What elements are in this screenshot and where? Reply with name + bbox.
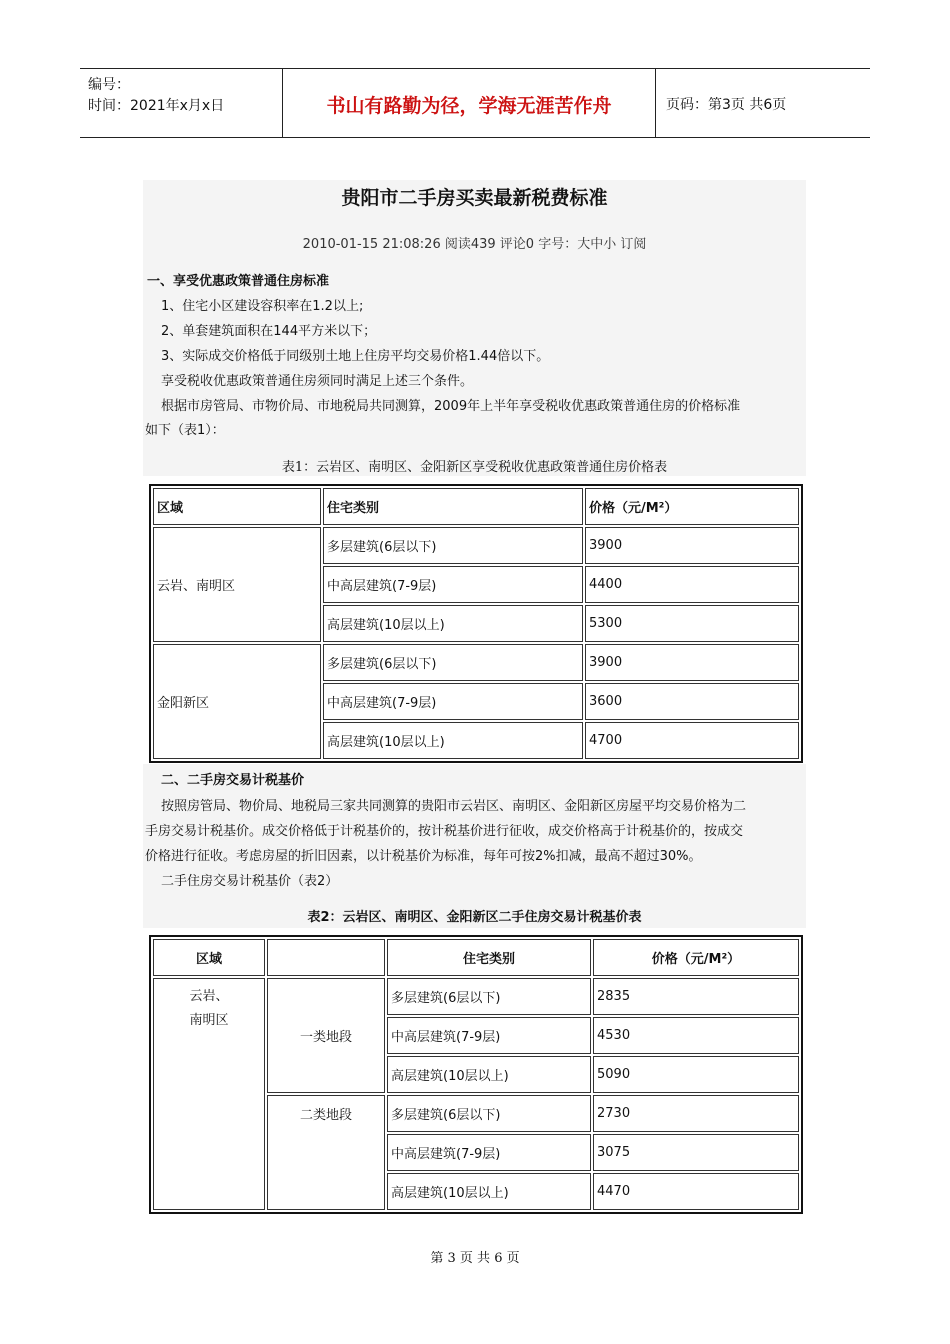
table-header-cell: 价格（元/M²）: [585, 488, 799, 525]
price-cell: 3600: [585, 683, 799, 720]
table-header-cell: 价格（元/M²）: [593, 939, 799, 976]
type-cell: 高层建筑(10层以上): [323, 722, 583, 759]
type-cell: 高层建筑(10层以上): [387, 1173, 591, 1210]
type-cell: 多层建筑(6层以下): [387, 1095, 591, 1132]
price-cell: 4700: [585, 722, 799, 759]
price-cell: 2730: [593, 1095, 799, 1132]
type-cell: 中高层建筑(7-9层): [323, 566, 583, 603]
number-label: 编号：: [88, 77, 130, 93]
type-cell: 多层建筑(6层以下): [323, 527, 583, 564]
table-header-cell: 区域: [153, 488, 321, 525]
region-cell: 金阳新区: [153, 644, 321, 759]
price-cell: 4470: [593, 1173, 799, 1210]
type-cell: 高层建筑(10层以上): [387, 1056, 591, 1093]
section2-note: 二手住房交易计税基价（表2）: [161, 874, 339, 889]
date-label: 时间：2021年x月x日: [88, 98, 225, 114]
region-cell: 云岩、南明区: [153, 527, 321, 642]
table1: [149, 484, 803, 763]
table-header-cell: 住宅类别: [323, 488, 583, 525]
price-cell: 5090: [593, 1056, 799, 1093]
price-cell: 2835: [593, 978, 799, 1015]
section1-item: 3、实际成交价格低于同级别土地上住房平均交易价格1.44倍以下。: [161, 349, 550, 364]
page-footer: 第 3 页 共 6 页: [430, 1251, 520, 1266]
lot-cell: 二类地段: [267, 1095, 385, 1210]
section1-heading: 一、享受优惠政策普通住房标准: [147, 274, 330, 289]
region-cell: [153, 978, 265, 1210]
table-row: [153, 527, 799, 564]
type-cell: 多层建筑(6层以下): [323, 644, 583, 681]
type-cell: 高层建筑(10层以上): [323, 605, 583, 642]
motto: 书山有路勤为径，学海无涯苦作舟: [326, 95, 612, 117]
table-header-cell: 区域: [153, 939, 265, 976]
header-divider: [655, 69, 656, 137]
section1-paragraph: 如下（表1）：: [145, 423, 225, 438]
type-cell: 中高层建筑(7-9层): [323, 683, 583, 720]
section1-paragraph: 根据市房管局、市物价局、市地税局共同测算，2009年上半年享受税收优惠政策普通住房的价格标准: [161, 399, 741, 414]
region-line: 云岩、: [189, 989, 229, 1004]
table2-caption: 表2：云岩区、南明区、金阳新区二手住房交易计税基价表: [307, 910, 642, 925]
table1-caption: 表1：云岩区、南明区、金阳新区享受税收优惠政策普通住房价格表: [281, 460, 668, 475]
section2-paragraph: 按照房管局、物价局、地税局三家共同测算的贵阳市云岩区、南明区、金阳新区房屋平均交易价格为二: [161, 799, 747, 814]
page-header: [80, 68, 870, 138]
table2: [149, 935, 803, 1214]
lot-cell: 一类地段: [267, 978, 385, 1093]
article-title: 贵阳市二手房买卖最新税费标准: [341, 187, 608, 209]
section1-note: 享受税收优惠政策普通住房须同时满足上述三个条件。: [161, 374, 474, 389]
price-cell: 3900: [585, 644, 799, 681]
price-cell: 3075: [593, 1134, 799, 1171]
table-header-cell: 住宅类别: [387, 939, 591, 976]
section1-item: 2、单套建筑面积在144平方米以下；: [161, 324, 377, 339]
page-info: 页码：第3页 共6页: [666, 97, 787, 113]
table-header-cell: [267, 939, 385, 976]
type-cell: 中高层建筑(7-9层): [387, 1134, 591, 1171]
type-cell: 多层建筑(6层以下): [387, 978, 591, 1015]
price-cell: 3900: [585, 527, 799, 564]
price-cell: 4530: [593, 1017, 799, 1054]
section2-heading: 二、二手房交易计税基价: [161, 773, 305, 788]
table-header-row: [153, 939, 799, 976]
section2-paragraph: 手房交易计税基价。成交价格低于计税基价的，按计税基价进行征收，成交价格高于计税基价的，按成交: [145, 824, 744, 839]
header-left: [88, 75, 224, 117]
section2-paragraph: 价格进行征收。考虑房屋的折旧因素，以计税基价为标准，每年可按2%扣减，最高不超过30%。: [145, 849, 702, 864]
price-cell: 4400: [585, 566, 799, 603]
type-cell: 中高层建筑(7-9层): [387, 1017, 591, 1054]
price-cell: 5300: [585, 605, 799, 642]
section1-item: 1、住宅小区建设容积率在1.2以上;: [161, 299, 364, 314]
table-row: [153, 978, 799, 1015]
table-header-row: [153, 488, 799, 525]
table-row: [153, 644, 799, 681]
article-meta: 2010-01-15 21:08:26 阅读439 评论0 字号：大中小 订阅: [302, 237, 647, 252]
region-line: 南明区: [189, 1013, 229, 1028]
